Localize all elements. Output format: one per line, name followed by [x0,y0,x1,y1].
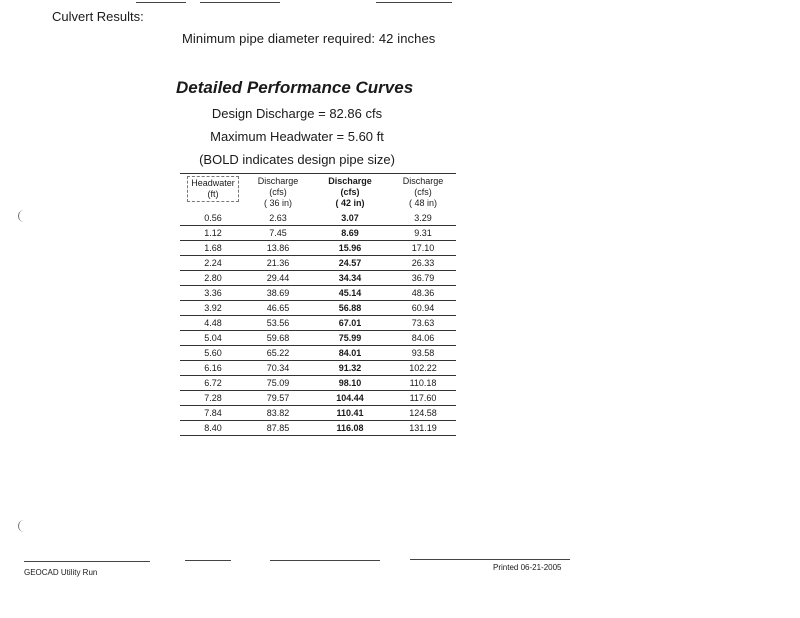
table-row [180,331,456,346]
table-cell: 73.63 [390,316,456,331]
table-cell: 84.06 [390,331,456,346]
headwater-header-box [187,176,239,202]
table-row [180,376,456,391]
table-body [180,211,456,436]
table-row [180,211,456,226]
table-cell: 117.60 [390,391,456,406]
table-cell: 38.69 [246,286,310,301]
table-cell: 83.82 [246,406,310,421]
header-unit: (cfs) [269,187,287,197]
table-cell: 110.18 [390,376,456,391]
table-cell: 21.36 [246,256,310,271]
footer-rule [24,561,150,562]
table-row [180,391,456,406]
table-cell: 48.36 [390,286,456,301]
table-row [180,421,456,436]
section-title: Detailed Performance Curves [176,78,414,97]
table-cell: 116.08 [310,421,390,436]
table-cell: 45.14 [310,286,390,301]
table-cell: 79.57 [246,391,310,406]
top-line-fragment [136,0,186,3]
table-row [180,241,456,256]
min-pipe-diameter-text: Minimum pipe diameter required: 42 inches [182,31,436,46]
table-cell: 17.10 [390,241,456,256]
table-cell: 124.58 [390,406,456,421]
table-row [180,301,456,316]
table-cell: 2.24 [180,256,246,271]
table-row [180,226,456,241]
header-size: ( 48 in) [408,198,437,208]
table-cell: 3.07 [310,211,390,226]
table-cell: 70.34 [246,361,310,376]
discharge-48-column-header [390,174,456,212]
table-cell: 6.72 [180,376,246,391]
header-unit: (ft) [207,189,219,199]
table-row [180,346,456,361]
table-cell: 6.16 [180,361,246,376]
discharge-42-column-header [310,174,390,212]
header-size: ( 36 in) [263,198,292,208]
table-row [180,286,456,301]
table-cell: 53.56 [246,316,310,331]
table-cell: 24.57 [310,256,390,271]
table-cell: 13.86 [246,241,310,256]
culvert-results-label: Culvert Results: [52,9,144,24]
table-cell: 7.84 [180,406,246,421]
header-label: Discharge [402,176,444,186]
table-header [180,174,456,212]
header-unit: (cfs) [340,187,360,197]
table-cell: 1.12 [180,226,246,241]
table-cell: 75.09 [246,376,310,391]
table-cell: 4.48 [180,316,246,331]
table-cell: 65.22 [246,346,310,361]
table-cell: 9.31 [390,226,456,241]
table-cell: 1.68 [180,241,246,256]
table-row [180,406,456,421]
header-label: Headwater [191,178,235,188]
table-cell: 104.44 [310,391,390,406]
table-cell: 7.45 [246,226,310,241]
table-cell: 8.69 [310,226,390,241]
table-cell: 60.94 [390,301,456,316]
table-cell: 3.36 [180,286,246,301]
table-cell: 93.58 [390,346,456,361]
binder-hole-mark [18,520,27,532]
table-cell: 98.10 [310,376,390,391]
table-cell: 34.34 [310,271,390,286]
top-line-fragment [376,0,452,3]
header-unit: (cfs) [414,187,432,197]
table-cell: 8.40 [180,421,246,436]
table-cell: 131.19 [390,421,456,436]
top-line-fragment [200,0,280,3]
table-row [180,316,456,331]
table-cell: 2.80 [180,271,246,286]
footer-rule [410,559,570,560]
table-cell: 26.33 [390,256,456,271]
table-cell: 3.92 [180,301,246,316]
table-row [180,361,456,376]
performance-table [180,173,456,436]
table-cell: 56.88 [310,301,390,316]
header-label: Discharge [257,176,299,186]
binder-hole-mark [18,210,27,222]
design-discharge-text: Design Discharge = 82.86 cfs [211,106,383,121]
table-cell: 46.65 [246,301,310,316]
table-row [180,256,456,271]
table-cell: 3.29 [390,211,456,226]
table-cell: 102.22 [390,361,456,376]
table-cell: 5.60 [180,346,246,361]
table-cell: 5.04 [180,331,246,346]
footer-left-text: GEOCAD Utility Run [24,568,98,577]
table-cell: 29.44 [246,271,310,286]
max-headwater-text: Maximum Headwater = 5.60 ft [210,129,384,144]
table-cell: 91.32 [310,361,390,376]
table-cell: 59.68 [246,331,310,346]
table-cell: 87.85 [246,421,310,436]
table-cell: 36.79 [390,271,456,286]
header-size: ( 42 in) [335,198,365,208]
table-cell: 7.28 [180,391,246,406]
table-cell: 15.96 [310,241,390,256]
table-cell: 67.01 [310,316,390,331]
table-cell: 75.99 [310,331,390,346]
table-cell: 0.56 [180,211,246,226]
table-header-row [180,174,456,212]
bold-note-text: (BOLD indicates design pipe size) [199,152,395,167]
table-cell: 110.41 [310,406,390,421]
table-cell: 84.01 [310,346,390,361]
table-row [180,271,456,286]
table-cell: 2.63 [246,211,310,226]
footer-rule [185,560,231,561]
headwater-column-header [180,174,246,212]
footer-right-text: Printed 06-21-2005 [493,563,562,572]
footer-rule [270,560,380,561]
header-label: Discharge [328,176,372,186]
discharge-36-column-header [246,174,310,212]
